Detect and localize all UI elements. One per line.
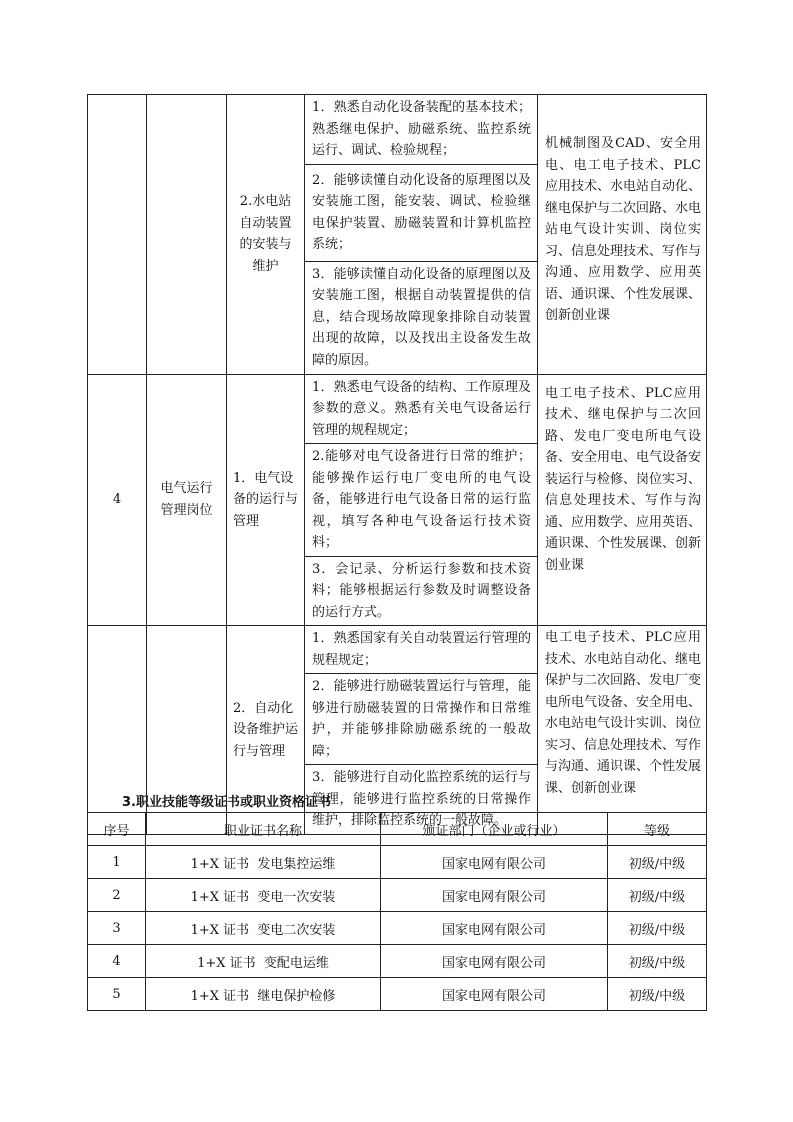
table-cell: 1+X 证书 继电保护检修 xyxy=(146,978,381,1011)
requirement-cell: 1．熟悉电气设备的结构、工作原理及参数的意义。熟悉有关电气设备运行管理的规程规定； xyxy=(305,374,538,444)
course-cell: 机械制图及CAD、安全用电、电工电子技术、PLC应用技术、水电站自动化、继电保护与二次回路、水电站电气设计实训、岗位实习、信息处理技术、写作与沟通、应用数学、应用英语、通识课、个性发展课、创新创业课 xyxy=(538,95,707,375)
table-row xyxy=(88,879,707,912)
table-cell: 国家电网有限公司 xyxy=(381,912,608,945)
table-row xyxy=(88,945,707,978)
requirement-cell: 3．能够进行自动化监控系统的运行与管理，能够进行监控系统的日常操作维护，排除监控系统的一般故障。 xyxy=(305,765,538,835)
table-cell: 初级/中级 xyxy=(608,846,707,879)
table-cell: 1+X 证书 变电二次安装 xyxy=(146,912,381,945)
table-row xyxy=(88,95,707,165)
requirement-cell: 3．能够读懂自动化设备的原理图以及安装施工图，根据自动装置提供的信息，结合现场故障现象排除自动装置出现的故障，以及找出主设备发生故障的原因。 xyxy=(305,261,538,374)
requirement-cell: 1．熟悉国家有关自动装置运行管理的规程规定； xyxy=(305,626,538,674)
job-task-table xyxy=(87,94,707,835)
table-cell: 国家电网有限公司 xyxy=(381,879,608,912)
table-cell: 国家电网有限公司 xyxy=(381,945,608,978)
column-header: 职业证书名称 xyxy=(146,813,381,846)
table-header-row xyxy=(88,813,707,846)
table-row xyxy=(88,846,707,879)
requirement-cell: 2.能够对电气设备进行日常的维护；能够操作运行电厂变电所的电气设备，能够进行电气设备日常的运行监视，填写各种电气设备运行技术资料； xyxy=(305,444,538,557)
table-cell: 1+X 证书 变电一次安装 xyxy=(146,879,381,912)
table-cell: 国家电网有限公司 xyxy=(381,846,608,879)
table-row xyxy=(88,912,707,945)
table-cell: 初级/中级 xyxy=(608,912,707,945)
table-cell: 1+X 证书 变配电运维 xyxy=(146,945,381,978)
table-cell: 初级/中级 xyxy=(608,978,707,1011)
column-header: 颁证部门（企业或行业） xyxy=(381,813,608,846)
requirement-cell: 3．会记录、分析运行参数和技术资料；能够根据运行参数及时调整设备的运行方式。 xyxy=(305,556,538,626)
course-cell: 电工电子技术、PLC应用技术、水电站自动化、继电保护与二次回路、发电厂变电所电气设备、安全用电、水电站电气设计实训、岗位实习、信息处理技术、写作与沟通、通识课、个性发展课、创新创业课 xyxy=(538,626,707,835)
table-cell: 2 xyxy=(88,879,146,912)
row-number-cell: 4 xyxy=(88,374,147,626)
table-cell: 4 xyxy=(88,945,146,978)
task-cell: 2.水电站自动装置的安装与维护 xyxy=(227,95,305,375)
requirement-cell: 2．能够进行励磁装置运行与管理，能够进行励磁装置的日常操作和日常维护，并能够排除励磁系统的一般故障； xyxy=(305,674,538,765)
table-cell: 初级/中级 xyxy=(608,879,707,912)
table-row xyxy=(88,978,707,1011)
table-cell: 国家电网有限公司 xyxy=(381,978,608,1011)
table-cell: 1+X 证书 发电集控运维 xyxy=(146,846,381,879)
requirement-cell: 1．熟悉自动化设备装配的基本技术；熟悉继电保护、励磁系统、监控系统运行、调试、检验规程； xyxy=(305,95,538,165)
table-row xyxy=(88,626,707,674)
course-cell: 电工电子技术、PLC应用技术、继电保护与二次回路、发电厂变电所电气设备、安全用电、电气设备安装运行与检修、岗位实习、信息处理技术、写作与沟通、应用数学、应用英语、通识课、个性发展课、创新创业课 xyxy=(538,374,707,626)
column-header: 等级 xyxy=(608,813,707,846)
table-row xyxy=(88,374,707,444)
row-number-cell xyxy=(88,95,147,375)
column-header: 序号 xyxy=(88,813,146,846)
table-cell: 1 xyxy=(88,846,146,879)
post-cell: 电气运行管理岗位 xyxy=(147,374,227,626)
table-cell: 5 xyxy=(88,978,146,1011)
post-cell xyxy=(147,95,227,375)
task-cell: 1．电气设备的运行与管理 xyxy=(227,374,305,626)
table-cell: 3 xyxy=(88,912,146,945)
section-title: 3.职业技能等级证书或职业资格证书 xyxy=(122,795,331,810)
certificate-table xyxy=(87,812,707,1011)
task-cell: 2．自动化设备维护运行与管理 xyxy=(227,626,305,835)
table-cell: 初级/中级 xyxy=(608,945,707,978)
requirement-cell: 2．能够读懂自动化设备的原理图以及安装施工图，能安装、调试、检验继电保护装置、励磁装置和计算机监控系统； xyxy=(305,164,538,261)
